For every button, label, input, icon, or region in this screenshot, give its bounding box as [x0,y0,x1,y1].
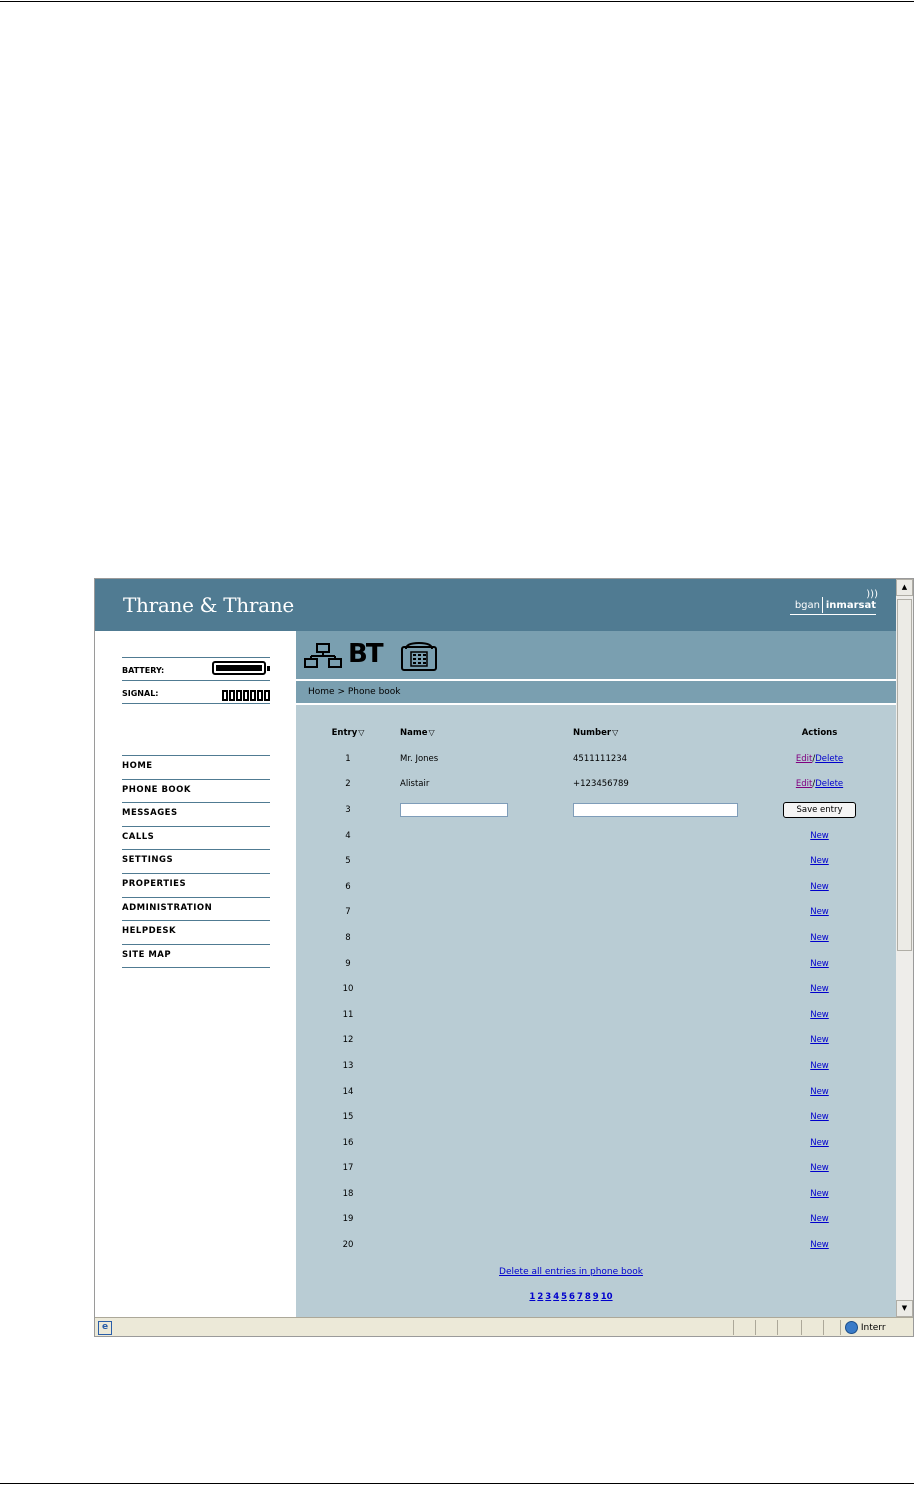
entry-cell: 2 [345,779,351,790]
edit-link[interactable]: Edit [795,779,813,790]
new-entry-link[interactable]: New [810,907,829,918]
new-entry-link[interactable]: New [810,1009,829,1020]
nav-item-helpdesk[interactable]: HELPDESK [122,920,270,944]
entry-cell: 16 [342,1137,354,1148]
signal-bar [229,690,235,701]
page-bottom-rule [0,1483,914,1484]
new-entry-link[interactable]: New [810,1086,829,1097]
battery-row [122,658,270,680]
signal-bar [243,690,249,701]
name-cell: Mr. Jones [400,753,439,764]
nav-item-calls[interactable]: CALLS [122,826,270,850]
network-icon[interactable] [304,643,342,669]
bgan-logo-text: bgan [794,600,820,611]
vertical-scrollbar[interactable] [896,579,913,1317]
edit-row [296,797,896,823]
new-entry-link[interactable]: New [810,1163,829,1174]
table-row [296,1130,896,1156]
new-entry-link[interactable]: New [810,1112,829,1123]
signal-label: SIGNAL: [122,689,159,698]
scroll-up-icon[interactable]: ▲ [896,579,913,596]
delete-link[interactable]: Delete [815,753,844,764]
number-cell: +123456789 [573,779,629,790]
entry-cell: 7 [345,907,351,918]
sort-arrow-icon: ▽ [612,727,619,737]
inmarsat-logo-text: inmarsat [825,600,876,611]
delete-all-link[interactable]: Delete all entries in phone book [499,1267,643,1277]
page-link[interactable]: 3 [545,1292,552,1302]
entry-cell: 9 [345,958,351,969]
table-row [296,772,896,798]
globe-icon [845,1321,858,1334]
page-link[interactable]: 4 [553,1292,560,1302]
new-entry-link[interactable]: New [810,856,829,867]
page-link[interactable]: 8 [584,1292,591,1302]
entry-cell: 15 [342,1112,354,1123]
nav-item-home[interactable]: HOME [122,755,270,779]
new-entry-link[interactable]: New [810,984,829,995]
signal-strength-icon [221,686,270,705]
entry-cell: 8 [345,932,351,943]
status-panel [122,657,270,704]
entry-cell: 3 [345,804,351,815]
actions-column-header: Actions [801,727,838,738]
entry-cell: 20 [342,1240,354,1251]
brand-logo: Thrane & Thrane [123,593,294,617]
entry-cell: 19 [342,1214,354,1225]
name-input[interactable] [400,803,508,817]
number-column-header[interactable]: Number▽ [573,727,619,738]
page-top-rule [0,1,914,2]
delete-link[interactable]: Delete [815,779,844,790]
breadcrumb-text: Home > Phone book [308,687,401,697]
nav-item-settings[interactable]: SETTINGS [122,849,270,873]
new-entry-link[interactable]: New [810,830,829,841]
security-zone [845,1321,886,1334]
entry-cell: 1 [345,753,351,764]
phone-icon[interactable] [400,641,438,671]
entry-cell: 4 [345,830,351,841]
phone-book-table [296,719,896,1258]
page-link[interactable]: 7 [576,1292,583,1302]
signal-bar [222,690,228,701]
entry-cell: 14 [342,1086,354,1097]
signal-bar [236,690,242,701]
table-row [296,823,896,849]
table-row [296,746,896,772]
nav-item-messages[interactable]: MESSAGES [122,802,270,826]
toolbar [296,631,896,679]
breadcrumb [296,681,896,703]
entry-cell: 11 [342,1009,354,1020]
table-row [296,874,896,900]
name-cell: Alistair [400,779,430,790]
signal-bar [250,690,256,701]
browser-status-bar [95,1317,913,1337]
partner-logo [786,591,876,617]
new-entry-link[interactable]: New [810,1188,829,1199]
table-row [296,1207,896,1233]
sort-arrow-icon: ▽ [358,727,365,737]
main-nav [122,755,270,969]
page-link[interactable]: 6 [569,1292,575,1302]
new-entry-link[interactable]: New [810,1060,829,1071]
scroll-thumb[interactable] [897,599,912,951]
edit-link[interactable]: Edit [795,753,813,764]
zone-label: Interr [860,1323,886,1333]
signal-bar [257,690,263,701]
page-link[interactable]: 10 [600,1292,613,1302]
bluetooth-icon[interactable]: BT [348,639,382,669]
header-bar [95,579,896,631]
sort-arrow-icon: ▽ [428,727,435,737]
number-input[interactable] [573,803,738,817]
table-row [296,925,896,951]
table-header-row [296,719,896,746]
table-row [296,1232,896,1258]
table-row [296,976,896,1002]
entry-cell: 13 [342,1060,354,1071]
nav-item-site-map[interactable]: SITE MAP [122,944,270,968]
nav-item-properties[interactable]: PROPERTIES [122,873,270,897]
entry-cell: 10 [342,984,354,995]
signal-row [122,681,270,703]
table-row [296,900,896,926]
number-cell: 4511111234 [573,753,628,764]
main-panel [296,631,896,1317]
new-entry-link[interactable]: New [810,958,829,969]
table-row [296,848,896,874]
table-row [296,1002,896,1028]
scroll-down-icon[interactable]: ▼ [896,1300,913,1317]
new-entry-link[interactable]: New [810,1035,829,1046]
table-row [296,951,896,977]
table-row [296,1079,896,1105]
signal-waves-icon: ))) [866,589,878,600]
entry-cell: 5 [345,856,351,867]
table-row [296,1181,896,1207]
page-link[interactable]: 5 [561,1292,568,1302]
entry-column-header[interactable]: Entry▽ [331,727,365,738]
browser-window [94,578,914,1337]
page-link[interactable]: 1 [529,1292,536,1302]
nav-item-phone-book[interactable]: PHONE BOOK [122,779,270,803]
nav-item-administration[interactable]: ADMINISTRATION [122,897,270,921]
pagination [296,1292,846,1302]
table-row [296,1156,896,1182]
entry-cell: 18 [342,1188,354,1199]
save-entry-button[interactable]: Save entry [783,802,855,818]
new-entry-link[interactable]: New [810,1214,829,1225]
ie-page-icon: e [98,1321,112,1335]
new-entry-link[interactable]: New [810,1240,829,1251]
table-row [296,1053,896,1079]
new-entry-link[interactable]: New [810,881,829,892]
new-entry-link[interactable]: New [810,1137,829,1148]
page-link[interactable]: 9 [592,1292,599,1302]
sidebar [95,631,296,1317]
table-row [296,1028,896,1054]
actions-cell: Edit/Delete [795,753,844,764]
battery-label: BATTERY: [122,666,165,675]
entry-cell: 12 [342,1035,354,1046]
name-column-header[interactable]: Name▽ [400,727,435,738]
signal-bar [264,690,270,701]
actions-cell: Edit/Delete [795,779,844,790]
entry-cell: 6 [345,881,351,892]
page-link[interactable]: 2 [537,1292,544,1302]
entry-cell: 17 [342,1163,354,1174]
battery-icon [212,661,266,675]
new-entry-link[interactable]: New [810,932,829,943]
table-row [296,1104,896,1130]
